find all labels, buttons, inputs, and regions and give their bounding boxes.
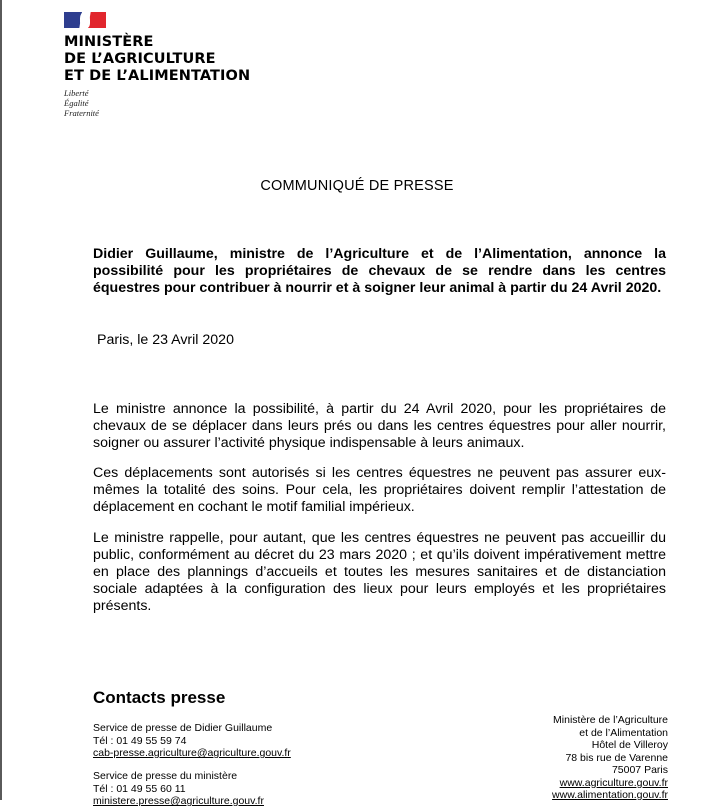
contact-block-ministry	[93, 770, 264, 808]
contact-name: Service de presse du ministère	[93, 770, 238, 782]
contact-email-link[interactable]: ministere.presse@agriculture.gouv.fr	[93, 795, 264, 807]
headline: Didier Guillaume, ministre de l’Agriculture et de l’Alimentation, annonce la possibilité pour les propriétaires de chevaux de se rendre dans les centres équestres pour contribuer à nourrir et à soigner leur animal à partir du 24 Avril 2020.	[93, 246, 666, 296]
body-paragraph	[93, 465, 666, 516]
motto-line: Liberté	[64, 88, 89, 98]
contacts-heading: Contacts presse	[93, 688, 226, 707]
paragraph-text: Le ministre annonce la possibilité, à partir du 24 Avril 2020, pour les propriétaires de chevaux de se déplacer dans leurs prés ou dans les centres équestres pour aller nourrir, soigner ou assurer l’activité physique indispensable à leurs animaux.	[93, 401, 666, 451]
contact-block-minister	[93, 722, 291, 760]
body-paragraph	[93, 401, 666, 452]
ministry-address	[552, 714, 668, 802]
address-line: et de l’Alimentation	[579, 726, 668, 739]
address-line: 78 bis rue de Varenne	[565, 751, 668, 764]
republic-motto	[64, 88, 250, 118]
motto-line: Égalité	[64, 98, 89, 108]
ministry-name-line: DE L’AGRICULTURE	[64, 51, 216, 67]
paragraph-text: Le ministre rappelle, pour autant, que les centres équestres ne peuvent pas accueillir du public, conformément au décret du 23 mars 2020 ; et qu’ils doivent impérativement mettre en place des plannings d’accueils et toutes les mesures sanitaires et de distanciation sociale adaptées à la configuration des lieux pour leurs employés et les propriétaires présents.	[93, 530, 666, 614]
contact-name: Service de presse de Didier Guillaume	[93, 722, 273, 734]
contact-phone: Tél : 01 49 55 59 74	[93, 734, 187, 747]
contact-phone: Tél : 01 49 55 60 11	[93, 782, 186, 795]
contact-email-link[interactable]: cab-presse.agriculture@agriculture.gouv.fr	[93, 747, 291, 759]
address-line: 75007 Paris	[611, 764, 668, 776]
flag-red-band	[88, 12, 106, 28]
ministry-name-line: MINISTÈRE	[64, 34, 154, 50]
ministry-name	[64, 34, 250, 85]
place-date: Paris, le 23 Avril 2020	[97, 332, 234, 348]
motto-line: Fraternité	[64, 108, 99, 118]
marianne-flag-icon	[64, 12, 106, 28]
document-title: COMMUNIQUÉ DE PRESSE	[260, 178, 454, 194]
website-link-agriculture[interactable]: www.agriculture.gouv.fr	[559, 776, 668, 789]
website-link-alimentation[interactable]: www.alimentation.gouv.fr	[552, 789, 668, 801]
body-paragraph	[93, 530, 666, 615]
ministry-logo	[64, 12, 250, 118]
page-left-border	[0, 0, 2, 800]
marianne-profile	[80, 12, 90, 28]
address-line: Ministère de l’Agriculture	[553, 714, 668, 726]
ministry-name-line: ET DE L’ALIMENTATION	[64, 68, 251, 84]
paragraph-text: Ces déplacements sont autorisés si les centres équestres ne peuvent pas assurer eux-mêmes la totalité des soins. Pour cela, les propriétaires doivent remplir l’attestation de déplacement en cochant le motif familial impérieux.	[93, 465, 666, 515]
address-line: Hôtel de Villeroy	[591, 739, 668, 751]
